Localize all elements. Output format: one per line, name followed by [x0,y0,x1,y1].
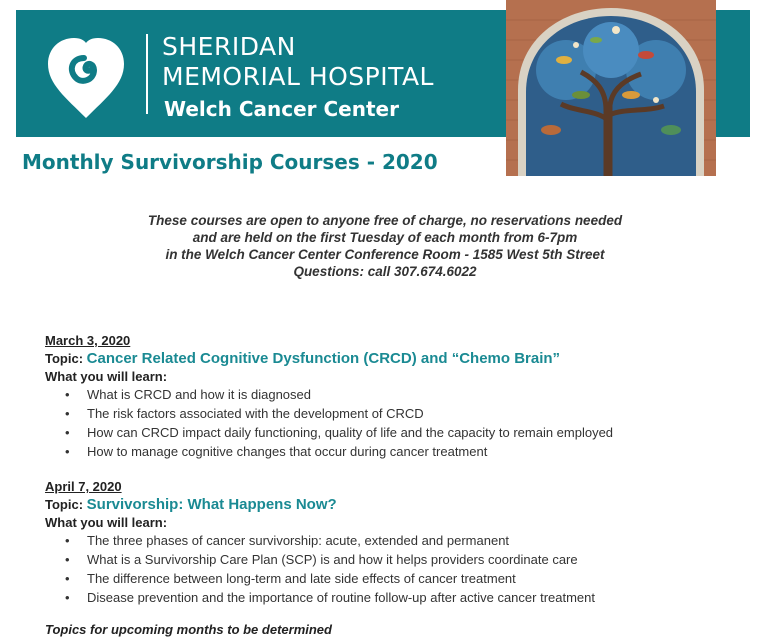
list-item: • How can CRCD impact daily functioning, quality of life and the capacity to remain employed [87,423,745,442]
list-item: • The three phases of cancer survivorship: acute, extended and permanent [87,531,745,550]
logo-divider [146,34,148,114]
topic-label: Topic: [45,351,84,366]
org-name-line1: SHERIDAN [162,32,296,61]
list-item: • The risk factors associated with the development of CRCD [87,404,745,423]
intro-line: Questions: call 307.674.6022 [293,264,477,279]
list-item: • What is CRCD and how it is diagnosed [87,385,745,404]
session-april [45,479,745,607]
list-item: • How to manage cognitive changes that occur during cancer treatment [87,442,745,461]
intro-line: and are held on the first Tuesday of each month from 6-7pm [192,230,578,245]
list-item: • What is a Survivorship Care Plan (SCP) is and how it helps providers coordinate care [87,550,745,569]
session-march [45,333,745,461]
org-name-line2: MEMORIAL HOSPITAL [162,62,434,91]
session-date: April 7, 2020 [45,479,122,494]
topic-title: Survivorship: What Happens Now? [86,496,337,513]
tree-mosaic-window-image [506,0,716,176]
learn-list [45,531,745,607]
intro-line: in the Welch Cancer Center Conference Room - 1585 West 5th Street [165,247,605,262]
list-item: • The difference between long-term and late side effects of cancer treatment [87,569,745,588]
session-date: March 3, 2020 [45,333,131,348]
footer-note: Topics for upcoming months to be determined [45,622,332,637]
learn-list [45,385,745,461]
learn-label: What you will learn: [45,515,168,530]
topic-row [45,495,745,514]
intro-line: These courses are open to anyone free of charge, no reservations needed [147,213,623,228]
heart-swirl-logo-icon [46,36,126,120]
topic-title: Cancer Related Cognitive Dysfunction (CRCD) and “Chemo Brain” [86,350,561,367]
learn-label: What you will learn: [45,369,168,384]
topic-row [45,349,745,368]
page-title: Monthly Survivorship Courses - 2020 [22,150,438,174]
topic-label: Topic: [45,497,84,512]
org-subtitle: Welch Cancer Center [164,97,399,121]
intro-text [90,212,680,280]
list-item: • Disease prevention and the importance of routine follow-up after active cancer treatment [87,588,745,607]
